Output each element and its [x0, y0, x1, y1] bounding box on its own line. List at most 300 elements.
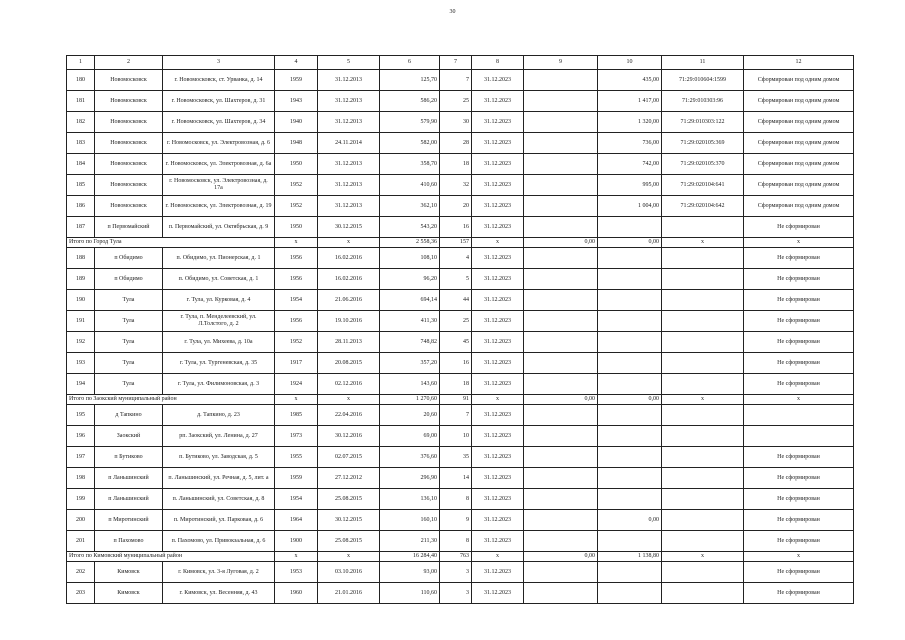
cell-residents: 9: [440, 510, 472, 531]
subtotal-cell: 1 138,80: [598, 552, 662, 562]
cell-address: п. Ланьшинский, ул. Речная, д. 5, лит. а: [163, 468, 275, 489]
cell-residents: 18: [440, 154, 472, 175]
cell-residents: 8: [440, 489, 472, 510]
cell-area: 694,14: [380, 290, 440, 311]
table-row: [67, 583, 854, 604]
cell-address: г. Новомосковск, ул. Электровозная, д. 6: [163, 133, 275, 154]
cell-col-9: [524, 468, 598, 489]
cell-status: Не сформирован: [744, 583, 854, 604]
cell-row-number: 202: [67, 562, 95, 583]
cell-date: 31.12.2013: [318, 91, 380, 112]
cell-date: 19.10.2016: [318, 311, 380, 332]
cell-status: Сформирован под одним домом: [744, 91, 854, 112]
cell-settlement: Новомосковск: [95, 154, 163, 175]
cell-land-area: [598, 562, 662, 583]
cell-cadastral-number: [662, 583, 744, 604]
cell-status: Не сформирован: [744, 562, 854, 583]
cell-settlement: Тула: [95, 290, 163, 311]
subtotal-cell: x: [318, 552, 380, 562]
housing-register-table: [66, 55, 854, 604]
cell-address: п. Обидимо, ул. Советская, д. 1: [163, 269, 275, 290]
cell-area: 136,10: [380, 489, 440, 510]
cell-area: 376,60: [380, 447, 440, 468]
subtotal-cell: 0,00: [524, 238, 598, 248]
cell-status: Не сформирован: [744, 374, 854, 395]
cell-area: 69,00: [380, 426, 440, 447]
cell-settlement: п Обидимо: [95, 269, 163, 290]
subtotal-cell: x: [744, 238, 854, 248]
cell-residents: 3: [440, 583, 472, 604]
cell-land-area: 1 004,00: [598, 196, 662, 217]
cell-deadline: 31.12.2023: [472, 311, 524, 332]
cell-deadline: 31.12.2023: [472, 248, 524, 269]
cell-deadline: 31.12.2023: [472, 468, 524, 489]
subtotal-cell: x: [472, 395, 524, 405]
cell-cadastral-number: 71:29:020104:642: [662, 196, 744, 217]
table-row: [67, 248, 854, 269]
cell-col-9: [524, 562, 598, 583]
subtotal-cell: 0,00: [598, 395, 662, 405]
cell-col-9: [524, 70, 598, 91]
cell-deadline: 31.12.2023: [472, 405, 524, 426]
cell-land-area: 1 320,00: [598, 112, 662, 133]
cell-residents: 14: [440, 468, 472, 489]
cell-address: г. Новомосковск, ул. Электровозная, д. 19: [163, 196, 275, 217]
cell-build-year: 1960: [275, 583, 318, 604]
cell-status: Не сформирован: [744, 269, 854, 290]
cell-area: 125,70: [380, 70, 440, 91]
cell-col-9: [524, 489, 598, 510]
cell-residents: 45: [440, 332, 472, 353]
cell-date: 20.08.2015: [318, 353, 380, 374]
table-row: [67, 562, 854, 583]
cell-address: п. Пахомово, ул. Привокзальная, д. 6: [163, 531, 275, 552]
cell-deadline: 31.12.2023: [472, 112, 524, 133]
column-header-4: 4: [275, 56, 318, 70]
cell-build-year: 1952: [275, 196, 318, 217]
cell-status: Не сформирован: [744, 468, 854, 489]
cell-date: 30.12.2015: [318, 217, 380, 238]
subtotal-cell: 763: [440, 552, 472, 562]
cell-land-area: [598, 426, 662, 447]
cell-col-9: [524, 217, 598, 238]
subtotal-label: Итого по Город Тула: [67, 238, 275, 248]
cell-col-9: [524, 248, 598, 269]
cell-address: г. Новомосковск, ул. Электровозная, д. 17а: [163, 175, 275, 196]
subtotal-row: [67, 552, 854, 562]
cell-date: 31.12.2013: [318, 112, 380, 133]
cell-residents: 18: [440, 374, 472, 395]
cell-settlement: п Обидимо: [95, 248, 163, 269]
cell-cadastral-number: [662, 311, 744, 332]
cell-status: Сформирован под одним домом: [744, 70, 854, 91]
cell-status: Не сформирован: [744, 332, 854, 353]
cell-deadline: 31.12.2023: [472, 175, 524, 196]
cell-row-number: 189: [67, 269, 95, 290]
cell-date: 31.12.2013: [318, 196, 380, 217]
cell-cadastral-number: [662, 405, 744, 426]
cell-residents: 8: [440, 531, 472, 552]
cell-land-area: [598, 248, 662, 269]
cell-address: г. Кимовск, ул. 3-я Луговая, д. 2: [163, 562, 275, 583]
cell-date: 16.02.2016: [318, 269, 380, 290]
cell-row-number: 186: [67, 196, 95, 217]
cell-land-area: [598, 290, 662, 311]
subtotal-cell: 91: [440, 395, 472, 405]
cell-date: 22.04.2016: [318, 405, 380, 426]
cell-cadastral-number: [662, 217, 744, 238]
cell-deadline: 31.12.2023: [472, 353, 524, 374]
cell-row-number: 181: [67, 91, 95, 112]
cell-cadastral-number: [662, 562, 744, 583]
cell-deadline: 31.12.2023: [472, 290, 524, 311]
cell-col-9: [524, 91, 598, 112]
subtotal-cell: x: [275, 238, 318, 248]
cell-settlement: Тула: [95, 374, 163, 395]
cell-status: Сформирован под одним домом: [744, 196, 854, 217]
table-row: [67, 510, 854, 531]
cell-build-year: 1954: [275, 290, 318, 311]
cell-cadastral-number: 71:29:010604:1599: [662, 70, 744, 91]
cell-land-area: [598, 583, 662, 604]
cell-cadastral-number: [662, 248, 744, 269]
cell-row-number: 198: [67, 468, 95, 489]
table-row: [67, 374, 854, 395]
cell-status: Не сформирован: [744, 531, 854, 552]
cell-build-year: 1953: [275, 562, 318, 583]
table-row: [67, 531, 854, 552]
cell-cadastral-number: 71:29:010303:122: [662, 112, 744, 133]
subtotal-cell: 0,00: [598, 238, 662, 248]
cell-settlement: Новомосковск: [95, 91, 163, 112]
cell-land-area: [598, 405, 662, 426]
column-header-6: 6: [380, 56, 440, 70]
cell-area: 143,60: [380, 374, 440, 395]
cell-area: 748,82: [380, 332, 440, 353]
cell-land-area: [598, 531, 662, 552]
cell-area: 411,30: [380, 311, 440, 332]
cell-residents: 16: [440, 217, 472, 238]
cell-status: Не сформирован: [744, 290, 854, 311]
cell-address: п. Миротинский, ул. Парковая, д. 6: [163, 510, 275, 531]
table-body: [67, 56, 854, 604]
subtotal-cell: x: [318, 238, 380, 248]
cell-cadastral-number: [662, 489, 744, 510]
column-header-7: 7: [440, 56, 472, 70]
cell-status: Сформирован под одним домом: [744, 154, 854, 175]
cell-area: 362,10: [380, 196, 440, 217]
cell-cadastral-number: [662, 447, 744, 468]
cell-date: 27.12.2012: [318, 468, 380, 489]
subtotal-cell: 0,00: [524, 552, 598, 562]
cell-land-area: [598, 217, 662, 238]
cell-date: 30.12.2015: [318, 510, 380, 531]
cell-build-year: 1917: [275, 353, 318, 374]
cell-deadline: 31.12.2023: [472, 332, 524, 353]
cell-cadastral-number: [662, 426, 744, 447]
cell-deadline: 31.12.2023: [472, 583, 524, 604]
cell-build-year: 1954: [275, 489, 318, 510]
cell-address: п. Обидимо, ул. Пионерская, д. 1: [163, 248, 275, 269]
cell-residents: 25: [440, 311, 472, 332]
table-row: [67, 91, 854, 112]
cell-build-year: 1959: [275, 70, 318, 91]
cell-deadline: 31.12.2023: [472, 196, 524, 217]
table-row: [67, 332, 854, 353]
table-row: [67, 447, 854, 468]
cell-col-9: [524, 332, 598, 353]
table-row: [67, 353, 854, 374]
cell-row-number: 184: [67, 154, 95, 175]
cell-residents: 16: [440, 353, 472, 374]
cell-status: Не сформирован: [744, 311, 854, 332]
cell-deadline: 31.12.2023: [472, 70, 524, 91]
table-row: [67, 290, 854, 311]
cell-area: 110,60: [380, 583, 440, 604]
table-row: [67, 196, 854, 217]
subtotal-row: [67, 238, 854, 248]
subtotal-cell: x: [275, 552, 318, 562]
table-row: [67, 133, 854, 154]
cell-row-number: 196: [67, 426, 95, 447]
cell-build-year: 1952: [275, 175, 318, 196]
cell-area: 410,60: [380, 175, 440, 196]
cell-build-year: 1952: [275, 332, 318, 353]
cell-residents: 20: [440, 196, 472, 217]
cell-settlement: Кимовск: [95, 562, 163, 583]
cell-cadastral-number: [662, 269, 744, 290]
cell-land-area: 736,00: [598, 133, 662, 154]
cell-land-area: [598, 489, 662, 510]
subtotal-cell: x: [472, 552, 524, 562]
column-header-12: 12: [744, 56, 854, 70]
table-row: [67, 426, 854, 447]
cell-residents: 25: [440, 91, 472, 112]
cell-settlement: Новомосковск: [95, 196, 163, 217]
cell-residents: 32: [440, 175, 472, 196]
cell-row-number: 191: [67, 311, 95, 332]
column-header-11: 11: [662, 56, 744, 70]
cell-status: Не сформирован: [744, 489, 854, 510]
cell-land-area: 435,00: [598, 70, 662, 91]
cell-col-9: [524, 426, 598, 447]
table-row: [67, 70, 854, 91]
cell-col-9: [524, 583, 598, 604]
cell-land-area: [598, 374, 662, 395]
cell-row-number: 182: [67, 112, 95, 133]
cell-land-area: [598, 468, 662, 489]
cell-status: [744, 426, 854, 447]
cell-settlement: п Бутиково: [95, 447, 163, 468]
cell-deadline: 31.12.2023: [472, 447, 524, 468]
cell-settlement: Тула: [95, 332, 163, 353]
cell-deadline: 31.12.2023: [472, 217, 524, 238]
cell-row-number: 199: [67, 489, 95, 510]
subtotal-cell: x: [662, 395, 744, 405]
page-number: 30: [449, 9, 456, 15]
subtotal-cell: 0,00: [524, 395, 598, 405]
cell-area: 96,20: [380, 269, 440, 290]
cell-area: 20,60: [380, 405, 440, 426]
cell-col-9: [524, 269, 598, 290]
subtotal-cell: 157: [440, 238, 472, 248]
table-row: [67, 468, 854, 489]
cell-deadline: 31.12.2023: [472, 489, 524, 510]
column-header-1: 1: [67, 56, 95, 70]
cell-address: г. Новомосковск, ст. Урванка, д. 14: [163, 70, 275, 91]
cell-address: г. Тула, п. Менделеевский, ул. Л.Толстого, д. 2: [163, 311, 275, 332]
table-row: [67, 112, 854, 133]
cell-residents: 35: [440, 447, 472, 468]
cell-deadline: 31.12.2023: [472, 269, 524, 290]
cell-date: 31.12.2013: [318, 154, 380, 175]
cell-deadline: 31.12.2023: [472, 374, 524, 395]
cell-land-area: 1 417,00: [598, 91, 662, 112]
cell-build-year: 1956: [275, 311, 318, 332]
cell-status: Сформирован под одним домом: [744, 112, 854, 133]
cell-row-number: 185: [67, 175, 95, 196]
cell-area: 358,70: [380, 154, 440, 175]
cell-col-9: [524, 447, 598, 468]
cell-status: Не сформирован: [744, 510, 854, 531]
cell-cadastral-number: [662, 332, 744, 353]
cell-cadastral-number: [662, 290, 744, 311]
cell-address: п. Ланьшинский, ул. Советская, д. 8: [163, 489, 275, 510]
cell-settlement: Новомосковск: [95, 175, 163, 196]
cell-col-9: [524, 374, 598, 395]
cell-settlement: Новомосковск: [95, 70, 163, 91]
subtotal-cell: 1 270,60: [380, 395, 440, 405]
column-header-row: [67, 56, 854, 70]
cell-status: [744, 405, 854, 426]
cell-col-9: [524, 196, 598, 217]
cell-area: 211,30: [380, 531, 440, 552]
cell-cadastral-number: 71:29:010303:96: [662, 91, 744, 112]
cell-settlement: Тула: [95, 353, 163, 374]
cell-address: д. Тапкино, д. 23: [163, 405, 275, 426]
cell-row-number: 201: [67, 531, 95, 552]
cell-date: 21.06.2016: [318, 290, 380, 311]
cell-cadastral-number: [662, 510, 744, 531]
cell-area: 296,90: [380, 468, 440, 489]
subtotal-cell: x: [472, 238, 524, 248]
cell-residents: 10: [440, 426, 472, 447]
cell-residents: 3: [440, 562, 472, 583]
cell-address: г. Новомосковск, ул. Шахтеров, д. 34: [163, 112, 275, 133]
table-row: [67, 175, 854, 196]
cell-col-9: [524, 133, 598, 154]
cell-address: г. Тула, ул. Тургеневская, д. 35: [163, 353, 275, 374]
subtotal-cell: 16 284,40: [380, 552, 440, 562]
cell-build-year: 1924: [275, 374, 318, 395]
cell-settlement: Новомосковск: [95, 112, 163, 133]
cell-row-number: 195: [67, 405, 95, 426]
cell-build-year: 1900: [275, 531, 318, 552]
cell-residents: 44: [440, 290, 472, 311]
cell-address: г. Тула, ул. Филимоновская, д. 3: [163, 374, 275, 395]
cell-cadastral-number: 71:29:020105:369: [662, 133, 744, 154]
cell-land-area: [598, 447, 662, 468]
subtotal-cell: x: [744, 395, 854, 405]
cell-land-area: [598, 311, 662, 332]
cell-deadline: 31.12.2023: [472, 562, 524, 583]
cell-status: Не сформирован: [744, 217, 854, 238]
subtotal-cell: x: [275, 395, 318, 405]
cell-date: 31.12.2013: [318, 70, 380, 91]
table-row: [67, 217, 854, 238]
cell-deadline: 31.12.2023: [472, 531, 524, 552]
cell-build-year: 1964: [275, 510, 318, 531]
cell-date: 31.12.2013: [318, 175, 380, 196]
cell-address: г. Тула, ул. Михеева, д. 10а: [163, 332, 275, 353]
subtotal-row: [67, 395, 854, 405]
table-row: [67, 405, 854, 426]
cell-build-year: 1950: [275, 154, 318, 175]
cell-settlement: Кимовск: [95, 583, 163, 604]
cell-cadastral-number: [662, 531, 744, 552]
cell-col-9: [524, 510, 598, 531]
cell-status: Не сформирован: [744, 353, 854, 374]
cell-address: п. Бутиково, ул. Заводская, д. 5: [163, 447, 275, 468]
cell-build-year: 1973: [275, 426, 318, 447]
cell-settlement: д Тапкино: [95, 405, 163, 426]
column-header-9: 9: [524, 56, 598, 70]
cell-row-number: 183: [67, 133, 95, 154]
cell-address: рп. Заокский, ул. Ленина, д. 27: [163, 426, 275, 447]
table-row: [67, 269, 854, 290]
cell-build-year: 1948: [275, 133, 318, 154]
cell-row-number: 192: [67, 332, 95, 353]
cell-cadastral-number: [662, 374, 744, 395]
cell-date: 03.10.2016: [318, 562, 380, 583]
cell-date: 16.02.2016: [318, 248, 380, 269]
cell-settlement: п Ланьшинский: [95, 489, 163, 510]
cell-land-area: [598, 269, 662, 290]
table-row: [67, 154, 854, 175]
cell-cadastral-number: [662, 353, 744, 374]
cell-area: 357,20: [380, 353, 440, 374]
subtotal-label: Итого по Кимовский муниципальный район: [67, 552, 275, 562]
cell-address: г. Тула, ул. Курковая, д. 4: [163, 290, 275, 311]
cell-area: 579,90: [380, 112, 440, 133]
cell-row-number: 188: [67, 248, 95, 269]
cell-build-year: 1985: [275, 405, 318, 426]
cell-residents: 28: [440, 133, 472, 154]
cell-build-year: 1956: [275, 269, 318, 290]
cell-col-9: [524, 290, 598, 311]
cell-date: 02.12.2016: [318, 374, 380, 395]
cell-col-9: [524, 311, 598, 332]
cell-build-year: 1955: [275, 447, 318, 468]
cell-settlement: Тула: [95, 311, 163, 332]
cell-date: 25.08.2015: [318, 489, 380, 510]
subtotal-cell: x: [662, 238, 744, 248]
cell-col-9: [524, 353, 598, 374]
cell-date: 25.08.2015: [318, 531, 380, 552]
cell-deadline: 31.12.2023: [472, 133, 524, 154]
cell-area: 586,20: [380, 91, 440, 112]
subtotal-cell: x: [662, 552, 744, 562]
cell-row-number: 197: [67, 447, 95, 468]
cell-col-9: [524, 154, 598, 175]
cell-land-area: 0,00: [598, 510, 662, 531]
cell-row-number: 200: [67, 510, 95, 531]
cell-residents: 7: [440, 405, 472, 426]
cell-area: 160,10: [380, 510, 440, 531]
cell-address: г. Новомосковск, ул. Шахтеров, д. 31: [163, 91, 275, 112]
cell-land-area: 742,00: [598, 154, 662, 175]
cell-settlement: п Первомайский: [95, 217, 163, 238]
